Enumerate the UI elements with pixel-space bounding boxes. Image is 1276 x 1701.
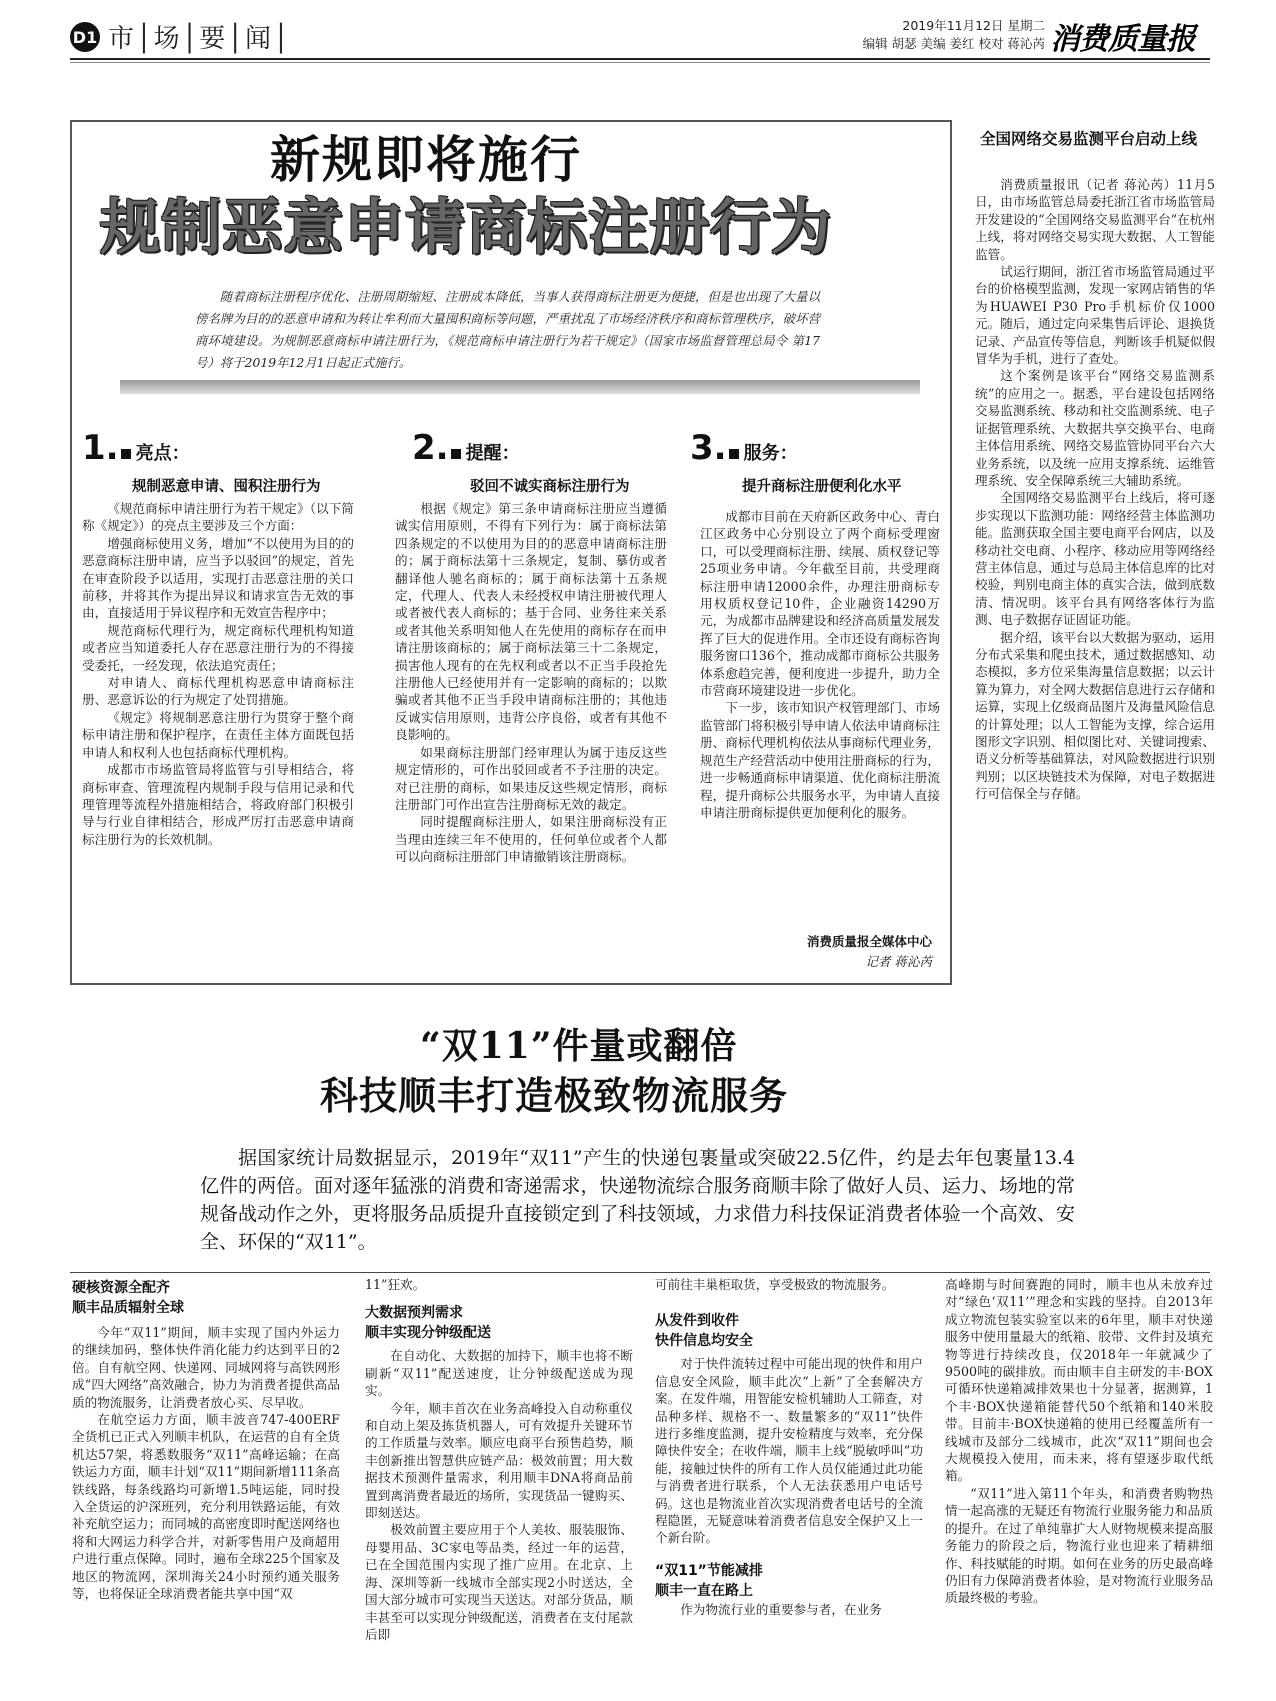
paragraph: 对申请人、商标代理机构恶意申请商标注册、恶意诉讼的行为规定了处罚措施。 xyxy=(82,675,354,708)
square-bullet-icon xyxy=(121,449,131,459)
section-3-number: 3. xyxy=(690,428,727,468)
paragraph: 《规范商标申请注册行为若干规定》（以下简称《规定》）的亮点主要涉及三个方面： xyxy=(82,501,354,534)
section-3-header xyxy=(690,428,950,468)
story2-column-1 xyxy=(72,1278,340,1693)
story2-column-4 xyxy=(945,1276,1213,1694)
section-3-heading: 服务： xyxy=(743,443,798,464)
paragraph: 如果商标注册部门经审理认为属于违反这些规定情形的，可作出驳回或者不予注册的决定。对已注册的商标，如果违反这些规定情形，商标注册部门可作出宣告注册商标无效的裁定。 xyxy=(395,744,667,812)
paragraph: 消费质量报讯（记者 蒋沁芮）11月5日，由市场监管总局委托浙江省市场监管局开发建设的“全国网络交易监测平台”在杭州上线，将对网络交易实现大数据、人工智能监管。 xyxy=(975,177,1215,262)
feature-title-line1: 新规即将施行 xyxy=(270,131,582,189)
section-1-subheading: 规制恶意申请、囤积注册行为 xyxy=(132,479,321,495)
subheading: 硬核资源全配齐 xyxy=(72,1280,170,1296)
paragraph: 今年，顺丰首次在业务高峰投入自动称重仪和自动上架及拣货机器人，可有效提升关键环节的工作质量与效率。顺应电商平台预售趋势，顺丰创新推出智慧供应链产品：极效前置；用大数据技术预测件量需求，利用顺丰DNA将商品前置到离消费者最近的场所，实现货品一键购买、即刻送达。 xyxy=(365,1400,633,1521)
paragraph: 11”狂欢。 xyxy=(365,1277,426,1292)
paragraph: 可前往丰巢柜取货，享受极致的物流服务。 xyxy=(655,1277,895,1292)
section-divider xyxy=(70,1272,1210,1273)
paragraph: 规范商标代理行为，规定商标代理机构知道或者应当知道委托人存在恶意注册行为的不得接受委托，一经发现，依法追究责任； xyxy=(82,622,354,673)
newspaper-masthead: 消费质量报 xyxy=(1050,22,1195,57)
paragraph: 作为物流行业的重要参与者，在业务 xyxy=(680,1601,882,1617)
paragraph: 高峰期与时间赛跑的同时，顺丰也从未放弃过对“绿色‘双11’”理念和实践的坚持。自2013年成立物流包装实验室以来的6年里，顺丰对快递服务中使用量最大的纸箱、胶带、文件封及填充物等进行持续改良，仅2018年一年就减少了9500吨的碳排放。而由顺丰自主研发的丰·BOX可循环快递箱减排效果也十分显著，据测算，1个丰·BOX快递箱能替代50个纸箱和140米胶带。目前丰·BOX快递箱的使用已经覆盖所有一线城市及部分二线城市，此次“双11”期间也会大规模投入使用，而未来，将有望逐步取代纸箱。 xyxy=(945,1277,1213,1484)
paragraph: 对于快件流转过程中可能出现的快件和用户信息安全风险，顺丰此次“上新”了全套解决方案。在发件端，用智能安检机辅助人工筛查，对品种多样、规格不一、数量繁多的“双11”快件进行多维度监测，提升安检精度与效率，充分保障快件安全；在收件端，顺丰上线“脱敏呼叫”功能，接触过快件的所有工作人员仅能通过此功能与消费者进行联系，个人无法获悉用户电话号码。这也是物流业首次实现消费者电话号的全流程隐匿，无疑意味着消费者信息安全保护又上一个新台阶。 xyxy=(655,1356,923,1546)
paragraph: 极效前置主要应用于个人美妆、服装服饰、母婴用品、3C家电等品类，经过一年的运营，已在全国范围内实现了推广应用。在北京、上海、深圳等新一线城市全部实现2小时送达，全国大部分城市可实现当天送达。对部分货品，顺丰甚至可以实现分钟级配送，消费者在支付尾款后即 xyxy=(365,1522,633,1642)
story2-column-2 xyxy=(365,1276,633,1694)
story2-column-3 xyxy=(655,1276,923,1694)
subheading: 顺丰一直在路上 xyxy=(655,1582,753,1599)
paragraph: 同时提醒商标注册人，如果注册商标没有正当理由连续三年不使用的，任何单位或者个人都可以向商标注册部门申请撤销该注册商标。 xyxy=(395,814,667,865)
paragraph: 根据《规定》第三条申请商标注册应当遵循诚实信用原则，不得有下列行为：属于商标法第四条规定的不以使用为目的的恶意申请商标注册的；属于商标法第十三条规定，复制、摹仿或者翻译他人驰名商标的；属于商标法第十五条规定，代理人、代表人未经授权申请注册被代理人或者被代表人商标的；基于合同、业务往来关系或者其他关系明知他人在先使用的商标存在而申请注册该商标的；属于商标法第三十二条规定，损害他人现有的在先权利或者以不正当手段抢先注册他人已经使用并有一定影响的商标的；以欺骗或者其他不正当手段申请商标注册的；其他违反诚实信用原则，违背公序良俗，或者有其他不良影响的。 xyxy=(395,501,667,743)
byline-reporter: 记者 蒋沁芮 xyxy=(865,954,932,969)
section-2-number: 2. xyxy=(412,428,449,468)
issue-date: 2019年11月12日 星期二 xyxy=(902,18,1045,33)
paragraph: 成都市目前在天府新区政务中心、青白江区政务中心分别设立了两个商标受理窗口，可以受理商标注册、续展、质权登记等25项业务申请。今年截至目前，共受理商标注册申请12000余件，办理注册商标专用权质权登记10件，企业融资14290万元，为成都市品牌建设和经济高质量发展发挥了巨大的促进作用。全市还设有商标咨询服务窗口136个，推动成都市商标公共服务体系愈趋完善，便利度进一步提升，助力全市营商环境建设进一步优化。 xyxy=(700,509,940,699)
paragraph: 成都市市场监管局将监管与引导相结合，将商标审查、管理流程内规制手段与信用记录和代理管理等流程外措施相结合，将政府部门积极引导与行业自律相结合，形成严厉打击恶意申请商标注册行为的长效机制。 xyxy=(82,762,354,847)
section-1-heading: 亮点： xyxy=(135,443,190,464)
side-news-body xyxy=(975,176,1215,988)
decorative-shadow-bar xyxy=(120,380,920,394)
subheading: “双11”节能减排 xyxy=(655,1562,763,1579)
section-name: 市│场│要│闻│ xyxy=(108,24,291,54)
subheading: 大数据预判需求 xyxy=(365,1305,463,1322)
paragraph: 在航空运力方面，顺丰波音747-400ERF全货机已正式入列顺丰机队，在运营的自有全货机达57架，将悉数服务“双11”高峰运输；在高铁运力方面，顺丰计划“双11”期间新增111条高铁线路，每条线路均可新增1.5吨运能，同时投入全货运的沪深班列，充分利用铁路运能，有效补充航空运力；而同城的高密度即时配送网络也将和大网运力科学合并，对新零售用户及商超用户进行重点保障。同时，遍布全球225个国家及地区的物流网，深圳海关24小时预约通关服务等，也将保证全球消费者能共享中国“双 xyxy=(72,1412,340,1602)
byline-media-center: 消费质量报全媒体中心 xyxy=(806,934,932,949)
square-bullet-icon xyxy=(451,449,461,459)
editor-credits: 编辑 胡瑟 美编 姜红 校对 蒋沁芮 xyxy=(862,36,1045,51)
square-bullet-icon xyxy=(729,449,739,459)
feature-title-line2: 规制恶意申请商标注册行为 xyxy=(100,193,832,263)
paragraph: 全国网络交易监测平台上线后，将可逐步实现以下监测功能：网络经营主体监测功能。监测获取全国主要电商平台网店，以及移动社交电商、小程序、移动应用等网络经营主体信息，通过与总局主体信息库的比对校验，判别电商主体的真实合法，做到底数清、情况明。该平台具有网络客体行为监测、电子数据存证固证功能。 xyxy=(975,490,1215,628)
page-number-badge: D1 xyxy=(70,22,100,52)
paragraph: 《规定》将规制恶意注册行为贯穿于整个商标申请注册和保护程序，在责任主体方面既包括申请人和权利人也包括商标代理机构。 xyxy=(82,709,354,760)
paragraph: 增强商标使用义务，增加“不以使用为目的的恶意商标注册申请，应当予以驳回”的规定，首先在审查阶段予以适用，实现打击恶意注册的关口前移，并将其作为提出异议和请求宣告无效的事由，直接适用于异议程序和无效宣告程序中； xyxy=(82,535,354,621)
subheading: 从发件到收件 xyxy=(655,1313,739,1330)
subheading: 顺丰品质辐射全球 xyxy=(72,1300,184,1316)
paragraph: 据介绍，该平台以大数据为驱动，运用分布式采集和爬虫技术，通过数据感知、动态模拟，多方位采集海量信息数据；以云计算为算力，对全网大数据信息进行云存储和运算，实现上亿级商品图片及海量风险信息的计算处理；以人工智能为支撑，综合运用图形文字识别、相似图比对、关键词搜索、语义分析等基础算法，对风险数据进行识别判别；以区块链技术为保障，对电子数据进行可信保全与存储。 xyxy=(975,629,1215,802)
section-1-number: 1. xyxy=(82,428,119,468)
story2-title-line1: “双11”件量或翻倍 xyxy=(420,1025,738,1067)
header-rule-thin xyxy=(70,62,1210,63)
story2-title-line2: 科技顺丰打造极致物流服务 xyxy=(320,1073,789,1118)
section-2-header xyxy=(412,428,682,468)
section-3-body xyxy=(700,508,940,928)
section-2-subheading: 驳回不诚实商标注册行为 xyxy=(470,479,630,495)
section-1-body xyxy=(82,500,354,980)
section-3-subheading: 提升商标注册便利化水平 xyxy=(742,479,902,495)
subheading: 顺丰实现分钟级配送 xyxy=(365,1325,491,1342)
paragraph: “双11”进入第11个年头，和消费者购物热情一起高涨的无疑还有物流行业服务能力和品质的提升。在过了单纯靠扩大人财物规模来提高服务能力的阶段之后，物流行业也迎来了精耕细作、科技赋能的时期。如何在业务的历史最高峰仍旧有力保障消费者体验，是对物流行业服务品质最终极的考验。 xyxy=(945,1485,1213,1606)
subheading: 快件信息均安全 xyxy=(655,1333,753,1350)
section-2-heading: 提醒： xyxy=(465,443,520,464)
paragraph: 试运行期间，浙江省市场监管局通过平台的价格模型监测，发现一家网店销售的华为HUAWEI P30 Pro手机标价仅1000元。随后，通过定向采集售后评论、退换货记录、产品宣传等信息，判断该手机疑似假冒华为手机，进行了查处。 xyxy=(975,264,1215,367)
section-2-body xyxy=(395,500,667,980)
paragraph: 这个案例是该平台“网络交易监测系统”的应用之一。据悉，平台建设包括网络交易监测系统、移动和社交监测系统、电子证据管理系统、大数据共享交换平台、电商主体信用系统、网络交易监管协同平台六大业务系统，以及统一应用支撑系统、运维管理系统、安全保障系统三大辅助系统。 xyxy=(975,368,1215,488)
header-rule xyxy=(70,58,1210,60)
paragraph: 今年“双11”期间，顺丰实现了国内外运力的继续加码，整体快件消化能力约达到平日的2倍。自有航空网、快递网、同城网将与高铁网形成“四大网络”高效融合，协力为消费者提供高品质的物流服务，让消费者放心买、尽早收。 xyxy=(72,1325,340,1410)
paragraph: 在自动化、大数据的加持下，顺丰也将不断刷新“双11”配送速度，让分钟级配送成为现实。 xyxy=(365,1348,633,1399)
story2-lead: 据国家统计局数据显示，2019年“双11”产生的快递包裹量或突破22.5亿件，约是去年包裹量13.4亿件的两倍。面对逐年猛涨的消费和寄递需求，快递物流综合服务商顺丰除了做好人员、运力、场地的常规备战动作之外，更将服务品质提升直接锁定到了科技领域，力求借力科技保证消费者体验一个高效、安全、环保的“双11”。 xyxy=(200,1147,1075,1253)
side-news-title: 全国网络交易监测平台启动上线 xyxy=(980,130,1198,148)
section-1-header xyxy=(82,428,352,468)
feature-lead: 随着商标注册程序优化、注册周期缩短、注册成本降低，当事人获得商标注册更为便捷，但是也出现了大量以傍名牌为目的的恶意申请和为转让牟利而大量囤积商标等问题，严重扰乱了市场经济秩序和商标管理秩序，破坏营商环境建设。为规制恶意商标申请注册行为，《规范商标申请注册行为若干规定》（国家市场监督管理总局令 第17号）将于2019年12月1日起正式施行。 xyxy=(195,289,820,370)
paragraph: 下一步，该市知识产权管理部门、市场监管部门将积极引导申请人依法申请商标注册、商标代理机构依法从事商标代理业务，规范生产经营活动中使用注册商标的行为，进一步畅通商标申请渠道、优化商标注册流程，提升商标公共服务水平，为申请人直接申请注册商标提供更加便利化的服务。 xyxy=(700,700,940,820)
